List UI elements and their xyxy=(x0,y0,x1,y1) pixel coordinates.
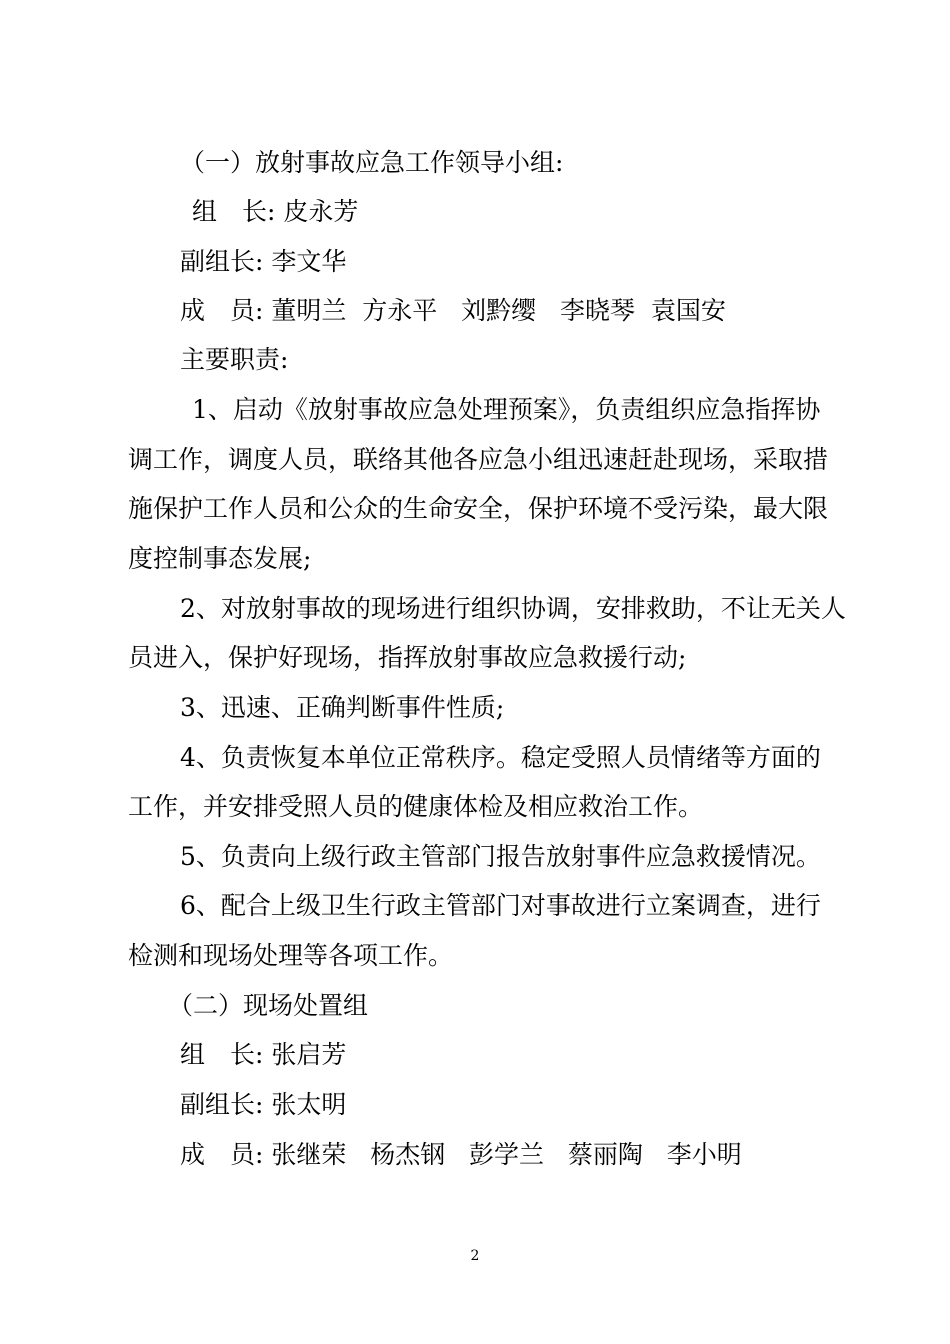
duty-5-line: 5、负责向上级行政主管部门报告放射事件应急救援情况。 xyxy=(180,842,821,871)
onsite-leader-line: 组 长: 张启芳 xyxy=(180,1040,347,1069)
leader-line: 组 长: 皮永芳 xyxy=(192,197,359,226)
duty-6-line-2: 检测和现场处理等各项工作。 xyxy=(128,941,454,970)
duty-2-line-2: 员进入，保护好现场，指挥放射事故应急救援行动; xyxy=(128,643,687,672)
members-line: 成 员: 董明兰 方永平 刘黔缨 李晓琴 袁国安 xyxy=(180,296,726,325)
section-heading-onsite-group: （二）现场处置组 xyxy=(168,991,369,1020)
deputy-leader-line: 副组长: 李文华 xyxy=(180,247,347,276)
onsite-deputy-leader-line: 副组长: 张太明 xyxy=(180,1090,347,1119)
duty-3-line: 3、迅速、正确判断事件性质; xyxy=(180,693,505,722)
duty-4-line-1: 4、负责恢复本单位正常秩序。稳定受照人员情绪等方面的 xyxy=(180,743,821,772)
duty-4-line-2: 工作，并安排受照人员的健康体检及相应救治工作。 xyxy=(128,792,704,821)
duty-1-line-2: 调工作，调度人员，联络其他各应急小组迅速赶赴现场，采取措 xyxy=(128,445,829,474)
duty-1-line-3: 施保护工作人员和公众的生命安全，保护环境不受污染，最大限 xyxy=(128,494,829,523)
duty-1-line-4: 度控制事态发展; xyxy=(128,544,312,573)
duty-2-line-1: 2、对放射事故的现场进行组织协调，安排救助，不让无关人 xyxy=(180,594,846,623)
duty-1-line-1: 1、启动《放射事故应急处理预案》，负责组织应急指挥协 xyxy=(192,395,821,424)
section-heading-leadership-group: （一）放射事故应急工作领导小组: xyxy=(180,148,564,177)
page-number: 2 xyxy=(470,1248,480,1264)
responsibilities-heading: 主要职责: xyxy=(180,345,289,374)
onsite-members-line: 成 员: 张继荣 杨杰钢 彭学兰 蔡丽陶 李小明 xyxy=(180,1140,742,1169)
duty-6-line-1: 6、配合上级卫生行政主管部门对事故进行立案调查，进行 xyxy=(180,891,821,920)
